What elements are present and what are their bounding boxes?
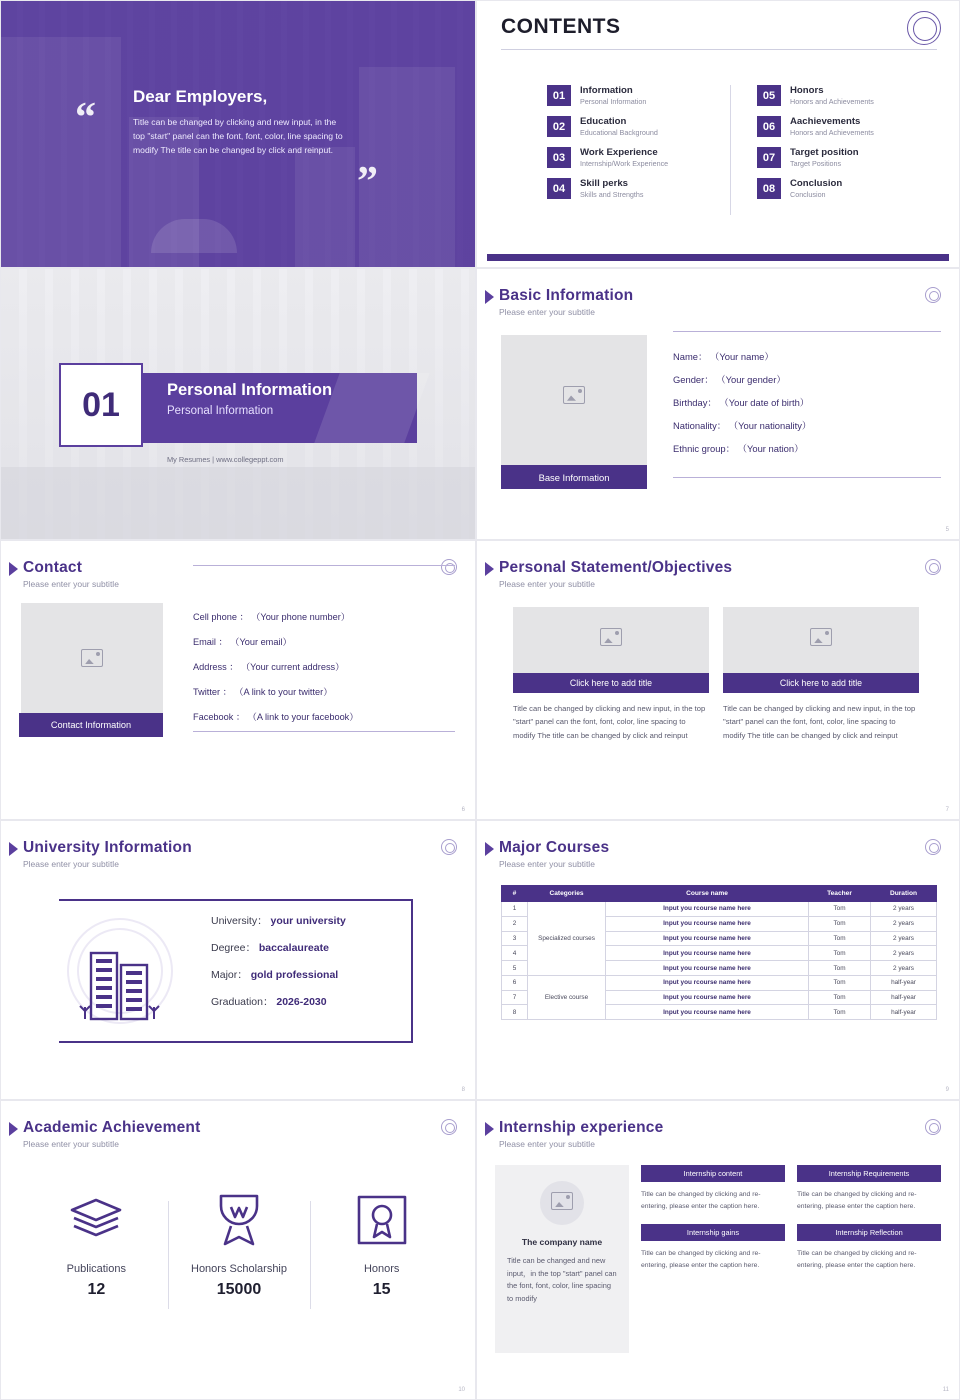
photo-caption: Contact Information — [19, 713, 163, 737]
card-title[interactable]: Click here to add title — [513, 673, 709, 693]
medal-icon — [168, 1187, 311, 1253]
row-university — [211, 913, 346, 928]
company-logo-placeholder[interactable] — [540, 1181, 584, 1225]
item-number: 06 — [757, 116, 781, 137]
cell-course: Input you rcourse name here — [606, 916, 809, 931]
col-duration: Duration — [871, 886, 937, 902]
page-subtitle: Please enter your subtitle — [23, 579, 119, 589]
row-value: baccalaureate — [258, 942, 329, 954]
field-facebook: Facebook ： （A link to your facebook） — [193, 712, 359, 722]
cell-course: Input you rcourse name here — [606, 975, 809, 990]
slide-body: Title can be changed by clicking and new input, in the top "start" panel can the font, font, color, line spacing to modify The title can be changed by click and reinput. — [133, 117, 343, 156]
card-title[interactable]: Click here to add title — [723, 673, 919, 693]
contents-item-07[interactable] — [757, 147, 939, 168]
image-icon — [563, 386, 585, 404]
page-subtitle: Please enter your subtitle — [23, 859, 119, 869]
col-course-name: Course name — [606, 886, 809, 902]
certificate-icon — [310, 1187, 453, 1253]
seal-icon — [925, 1119, 941, 1135]
cell-teacher: Tom — [809, 916, 871, 931]
arrow-icon — [9, 842, 18, 856]
page-title: Internship experience — [499, 1119, 664, 1136]
info-fields — [673, 349, 941, 464]
photo-caption: Base Information — [501, 465, 647, 489]
page-number: 7 — [945, 807, 949, 813]
stat-publications — [25, 1187, 168, 1299]
slide-contact[interactable] — [0, 540, 476, 820]
divider — [673, 331, 941, 332]
item-desc: Personal Information — [580, 97, 647, 106]
field-cell-phone: Cell phone ： （Your phone number） — [193, 612, 350, 622]
cell-course: Input you rcourse name here — [606, 1005, 809, 1020]
cell-duration: 2 years — [871, 916, 937, 931]
row-degree — [211, 940, 346, 955]
slide-header — [23, 559, 119, 589]
stat-value: 15 — [372, 1281, 391, 1298]
cell-teacher: Tom — [809, 1005, 871, 1020]
page-title: Personal Statement/Objectives — [499, 559, 733, 576]
field-birthday: Birthday： （Your date of birth） — [673, 397, 810, 408]
row-label: University： — [211, 915, 268, 927]
card-description: Title can be changed by clicking and new input, in the top "start" panel can the font, font, color, line spacing to modify The title can be changed by click and reinput — [723, 704, 916, 740]
section-subtitle: Personal Information — [167, 405, 274, 417]
field-nationality: Nationality： （Your nationality） — [673, 420, 812, 431]
cell-duration: half-year — [871, 975, 937, 990]
cell-index: 6 — [502, 975, 528, 990]
item-title: Conclusion — [790, 178, 843, 189]
card-title[interactable]: Internship content — [641, 1165, 785, 1182]
item-number: 05 — [757, 85, 781, 106]
item-title: Work Experience — [580, 147, 658, 158]
courses-table — [501, 885, 937, 1020]
item-number: 01 — [547, 85, 571, 106]
section-title: Personal Information — [167, 381, 333, 399]
cell-course: Input you rcourse name here — [606, 990, 809, 1005]
item-desc: Honors and Achievements — [790, 97, 874, 106]
cell-index: 7 — [502, 990, 528, 1005]
arrow-icon — [9, 1122, 18, 1136]
col-index: # — [502, 886, 528, 902]
stat-value: 12 — [87, 1281, 106, 1298]
seal-icon — [925, 559, 941, 575]
divider — [193, 565, 455, 566]
company-description: Title can be changed and new input，in the top "start" panel can the font, font, color, line spacing to modify — [507, 1256, 617, 1303]
statement-card-2[interactable] — [723, 607, 919, 742]
table-header-row — [502, 886, 937, 902]
cell-teacher: Tom — [809, 990, 871, 1005]
row-label: Degree： — [211, 942, 256, 954]
table-row — [502, 975, 937, 990]
university-rows — [211, 913, 346, 1021]
field-gender: Gender： （Your gender） — [673, 374, 786, 385]
item-title: Information — [580, 85, 633, 96]
row-graduation — [211, 994, 346, 1009]
slide-university-information[interactable] — [0, 820, 476, 1100]
slide-personal-statement[interactable] — [476, 540, 960, 820]
contents-item-01[interactable] — [547, 85, 729, 106]
item-number: 07 — [757, 147, 781, 168]
item-number: 03 — [547, 147, 571, 168]
page-number: 5 — [945, 527, 949, 533]
contents-title: CONTENTS — [501, 15, 621, 38]
university-icon — [61, 907, 179, 1047]
item-title: Education — [580, 116, 627, 127]
slide-section-divider-01[interactable] — [0, 268, 476, 540]
card-description: Title can be changed by clicking and new input, in the top "start" panel can the font, font, color, line spacing to modify The title can be changed by click and reinput — [513, 704, 706, 740]
arrow-icon — [485, 1122, 494, 1136]
seal-icon — [441, 1119, 457, 1135]
seal-icon — [441, 559, 457, 575]
cell-teacher: Tom — [809, 961, 871, 976]
contact-fields — [193, 609, 455, 734]
slide-major-courses[interactable] — [476, 820, 960, 1100]
arrow-icon — [485, 842, 494, 856]
field-name: Name： （Your name） — [673, 351, 774, 362]
stats-row — [25, 1187, 453, 1299]
slide-header — [499, 839, 609, 869]
row-major — [211, 967, 346, 982]
seal-icon — [925, 839, 941, 855]
contents-column-right — [757, 85, 939, 209]
card-title[interactable]: Internship Reflection — [797, 1224, 941, 1241]
item-title: Skill perks — [580, 178, 628, 189]
row-value: gold professional — [250, 969, 339, 981]
page-title: Basic Information — [499, 287, 634, 304]
cell-duration: half-year — [871, 1005, 937, 1020]
page-number: 9 — [945, 1087, 949, 1093]
image-placeholder[interactable] — [723, 607, 919, 673]
statement-card-1[interactable] — [513, 607, 709, 742]
stat-honors — [310, 1187, 453, 1299]
item-number: 04 — [547, 178, 571, 199]
page-subtitle: Please enter your subtitle — [23, 1139, 119, 1149]
cell-teacher: Tom — [809, 975, 871, 990]
card-text: Title can be changed by clicking and re-entering, please enter the caption here. — [641, 1250, 761, 1269]
card-internship-requirements[interactable] — [797, 1165, 941, 1212]
contents-column-left — [547, 85, 729, 209]
cell-duration: half-year — [871, 990, 937, 1005]
card-title[interactable]: Internship gains — [641, 1224, 785, 1241]
cell-course: Input you rcourse name here — [606, 946, 809, 961]
row-value: 2026-2030 — [276, 996, 327, 1008]
slide-internship-experience[interactable] — [476, 1100, 960, 1400]
row-label: Graduation： — [211, 996, 274, 1008]
item-desc: Target Positions — [790, 159, 842, 168]
stat-value: 15000 — [216, 1281, 262, 1298]
slide-title: Dear Employers, — [133, 87, 268, 106]
item-desc: Honors and Achievements — [790, 128, 874, 137]
slide-header — [23, 839, 192, 869]
company-card[interactable] — [495, 1165, 629, 1353]
divider — [193, 731, 455, 732]
photo-placeholder[interactable] — [501, 335, 647, 465]
col-categories: Categories — [528, 886, 606, 902]
row-label: Major： — [211, 969, 248, 981]
section-meta: My Resumes | www.collegeppt.com — [167, 455, 284, 464]
slide-header — [499, 559, 732, 589]
slide-header — [499, 1119, 663, 1149]
arrow-icon — [485, 290, 494, 304]
cell-index: 2 — [502, 916, 528, 931]
card-internship-content[interactable] — [641, 1165, 785, 1212]
section-number: 01 — [59, 363, 143, 447]
books-icon — [25, 1187, 168, 1253]
cell-index: 5 — [502, 961, 528, 976]
cell-teacher: Tom — [809, 902, 871, 917]
page-number: 8 — [461, 1087, 465, 1093]
page-title: Major Courses — [499, 839, 610, 856]
cell-duration: 2 years — [871, 931, 937, 946]
seal-icon — [925, 287, 941, 303]
contents-item-08[interactable] — [757, 178, 939, 199]
contents-item-02[interactable] — [547, 116, 729, 137]
cell-teacher: Tom — [809, 946, 871, 961]
page-number: 10 — [458, 1387, 465, 1393]
cell-duration: 2 years — [871, 946, 937, 961]
card-text: Title can be changed by clicking and re-entering, please enter the caption here. — [797, 1250, 917, 1269]
company-name: The company name — [521, 1237, 603, 1247]
card-internship-gains[interactable] — [641, 1224, 785, 1271]
page-number: 6 — [461, 807, 465, 813]
item-title: Honors — [790, 85, 824, 96]
image-icon — [810, 628, 832, 646]
image-icon — [81, 649, 103, 667]
page-number: 11 — [942, 1387, 949, 1393]
image-placeholder[interactable] — [513, 607, 709, 673]
bottom-bar — [487, 254, 949, 261]
cell-index: 1 — [502, 902, 528, 917]
seal-icon — [441, 839, 457, 855]
contents-columns — [547, 85, 939, 209]
field-twitter: Twitter ： （A link to your twitter） — [193, 687, 333, 697]
cell-teacher: Tom — [809, 931, 871, 946]
col-teacher: Teacher — [809, 886, 871, 902]
arrow-icon — [9, 562, 18, 576]
field-ethnic-group: Ethnic group： （Your nation） — [673, 443, 804, 454]
cell-index: 4 — [502, 946, 528, 961]
contents-item-06[interactable] — [757, 116, 939, 137]
slide-basic-information[interactable] — [476, 268, 960, 540]
arrow-icon — [485, 562, 494, 576]
card-text: Title can be changed by clicking and re-entering, please enter the caption here. — [797, 1191, 917, 1210]
page-subtitle: Please enter your subtitle — [499, 579, 595, 589]
seal-icon — [907, 11, 941, 45]
card-internship-reflection[interactable] — [797, 1224, 941, 1271]
page-subtitle: Please enter your subtitle — [499, 1139, 595, 1149]
slide-academic-achievement[interactable] — [0, 1100, 476, 1400]
divider — [673, 477, 941, 478]
stat-label: Honors — [363, 1263, 400, 1275]
cell-course: Input you rcourse name here — [606, 931, 809, 946]
page-subtitle: Please enter your subtitle — [499, 307, 595, 317]
page-title: Academic Achievement — [23, 1119, 201, 1136]
contents-item-05[interactable] — [757, 85, 939, 106]
internship-cards — [641, 1165, 941, 1271]
cell-course: Input you rcourse name here — [606, 961, 809, 976]
page-subtitle: Please enter your subtitle — [499, 859, 595, 869]
stat-honors-scholarship — [168, 1187, 311, 1299]
table-row — [502, 902, 937, 917]
card-title[interactable]: Internship Requirements — [797, 1165, 941, 1182]
image-icon — [551, 1192, 573, 1210]
slide-dear-employers[interactable] — [0, 0, 476, 268]
slide-header — [23, 1119, 200, 1149]
item-desc: Internship/Work Experience — [580, 159, 669, 168]
item-number: 08 — [757, 178, 781, 199]
slide-contents[interactable] — [476, 0, 960, 268]
cell-category: Specialized courses — [528, 902, 606, 976]
quote-close-icon: ” — [357, 159, 378, 205]
building-shape — [1, 37, 121, 267]
photo-foreground — [1, 467, 475, 539]
quote-open-icon: “ — [75, 95, 96, 141]
divider — [501, 49, 937, 50]
cell-course: Input you rcourse name here — [606, 902, 809, 917]
cell-category: Elective course — [528, 975, 606, 1019]
page-title: Contact — [23, 559, 83, 576]
cell-duration: 2 years — [871, 961, 937, 976]
frame-lines — [59, 899, 411, 901]
contents-item-03[interactable] — [547, 147, 729, 168]
card-text: Title can be changed by clicking and re-entering, please enter the caption here. — [641, 1191, 761, 1210]
field-address: Address ： （Your current address） — [193, 662, 345, 672]
building-shape — [295, 147, 355, 267]
photo-placeholder[interactable] — [21, 603, 163, 723]
page-title: University Information — [23, 839, 192, 856]
item-number: 02 — [547, 116, 571, 137]
cell-index: 8 — [502, 1005, 528, 1020]
item-desc: Skills and Strengths — [580, 190, 644, 199]
stat-label: Publications — [66, 1263, 126, 1275]
image-icon — [600, 628, 622, 646]
contents-item-04[interactable] — [547, 178, 729, 199]
cell-duration: 2 years — [871, 902, 937, 917]
item-title: Aachievements — [790, 116, 861, 127]
row-value: your university — [270, 915, 346, 927]
field-email: Email ： （Your email） — [193, 637, 292, 647]
item-desc: Conclusion — [790, 190, 826, 199]
item-desc: Educational Background — [580, 128, 658, 137]
item-title: Target position — [790, 147, 859, 158]
slide-header — [499, 287, 633, 317]
stat-label: Honors Scholarship — [191, 1263, 287, 1275]
cell-index: 3 — [502, 931, 528, 946]
